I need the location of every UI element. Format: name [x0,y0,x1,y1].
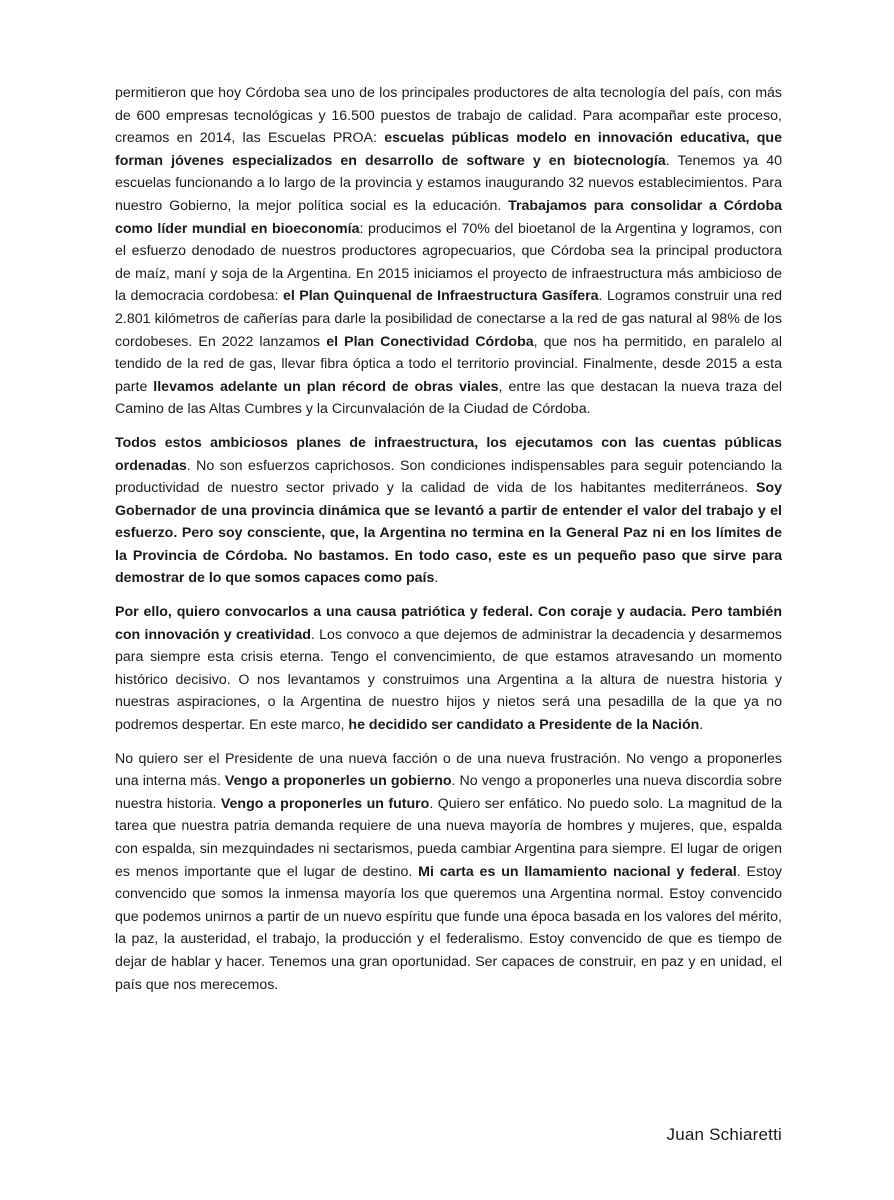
bold-text-run: he decidido ser candidato a Presidente de la Nación [348,717,700,734]
bold-text-run: escuelas públicas modelo en innovación educativa, que forman jóvenes especializados en desarrollo de software y en biotecnología [115,130,782,169]
text-run: . Logramos construir una red 2.801 kilómetros de cañerías para darle la posibilidad de conectarse a la red de gas natural al 98% de los cordobeses. En 2022 lanzamos [115,288,782,350]
text-run: . [699,717,704,734]
bold-text-run: llevamos adelante un plan récord de obras viales [153,378,499,395]
bold-text-run: Por ello, quiero convocarlos a una causa patriótica y federal. Con coraje y audacia. Pero también con innovación y creatividad [115,604,782,643]
bold-text-run: Mi carta es un llamamiento nacional y federal [418,863,737,880]
bold-text-run: Todos estos ambiciosos planes de infraestructura, los ejecutamos con las cuentas públicas ordenadas [115,434,782,474]
letter-body [115,82,782,1007]
bold-text-run: el Plan Quinquenal de Infraestructura Gasífera [282,288,599,305]
text-run: , entre las que destacan la nueva traza del Camino de las Altas Cumbres y la Circunvalación de la Ciudad de Córdoba. [115,378,783,418]
bold-text-run: el Plan Conectividad Córdoba [326,333,534,350]
text-run: : producimos el 70% del bioetanol de la Argentina y logramos, con el esfuerzo denodado de nuestros productores agropecuarios, que Córdoba sea la principal productora de maíz, maní y soja de la Argentina. En 2015 iniciamos el proyecto de infraestructura más ambicioso de la democracia cordobesa: [115,220,782,305]
paragraph-1 [115,82,782,421]
bold-text-run: Soy Gobernador de una provincia dinámica que se levantó a partir de entender el valor del trabajo y el esfuerzo. Pero soy consciente, que, la Argentina no termina en la General Paz ni en los límites de la Provincia de Córdoba. No bastamos. En todo caso, este es un pequeño paso que sirve para demostrar de lo que somos capaces como país [115,480,782,587]
text-run: permitieron que hoy Córdoba sea uno de los principales productores de alta tecnología del país, con más de 600 empresas tecnológicas y 16.500 puestos de trabajo de calidad. Para acompañar este proceso, creamos en 2014, las Escuelas PROA: [115,85,782,147]
bold-text-run: Vengo a proponerles un futuro [220,795,430,812]
paragraph-4 [115,748,782,997]
text-run: No quiero ser el Presidente de una nueva facción o de una nueva frustración. No vengo a proponerles una interna más. [115,750,782,790]
text-run: . [434,570,439,587]
text-run: . Estoy convencido que somos la inmensa mayoría los que queremos una Argentina normal. Estoy convencido que podemos unirnos a partir de un nuevo espíritu que funde una época basada en los valores del mérito, la paz, la austeridad, el trabajo, la producción y el federalismo. Estoy convencido de que es tiempo de dejar de hablar y hacer. Tenemos una gran oportunidad. Ser capaces de construir, en paz y en unidad, el país que nos merecemos. [115,863,782,993]
text-run: . Tenemos ya 40 escuelas funcionando a lo largo de la provincia y estamos inaugurando 32 nuevos establecimientos. Para nuestro Gobierno, la mejor política social es la educación. [115,152,783,214]
text-run: , que nos ha permitido, en paralelo al tendido de la red de gas, llevar fibra óptica a todo el territorio provincial. Finalmente, desde 2015 a esta parte [115,333,782,395]
text-run: . Quiero ser enfático. No puedo solo. La magnitud de la tarea que nuestra patria demanda requiere de una nueva mayoría de hombres y mujeres, que, espalda con espalda, sin mezquindades ni sectarismos, pueda cambiar Argentina para siempre. El lugar de origen es menos importante que el lugar de destino. [115,795,782,880]
text-run: . Los convoco a que dejemos de administrar la decadencia y desarmemos para siempre esta crisis eterna. Tengo el convencimiento, de que estamos atravesando un momento histórico decisivo. O nos levantamos y construimos una Argentina a la altura de nuestra historia y nuestras aspiraciones, o la Argentina de nuestro hijos y nietos será una pesadilla de la que ya no podremos despertar. En este marco, [115,626,782,734]
bold-text-run: Vengo a proponerles un gobierno [224,773,452,790]
text-run: . No vengo a proponerles una nueva discordia sobre nuestra historia. [115,773,783,812]
paragraph-2 [115,432,782,590]
paragraph-3 [115,601,782,737]
text-run: . No son esfuerzos caprichosos. Son condiciones indispensables para seguir potenciando la productividad de nuestro sector privado y la calidad de vida de los habitantes mediterráneos. [115,457,782,497]
bold-text-run: Trabajamos para consolidar a Córdoba como líder mundial en bioeconomía [115,197,783,237]
signature: Juan Schiaretti [666,1125,782,1144]
